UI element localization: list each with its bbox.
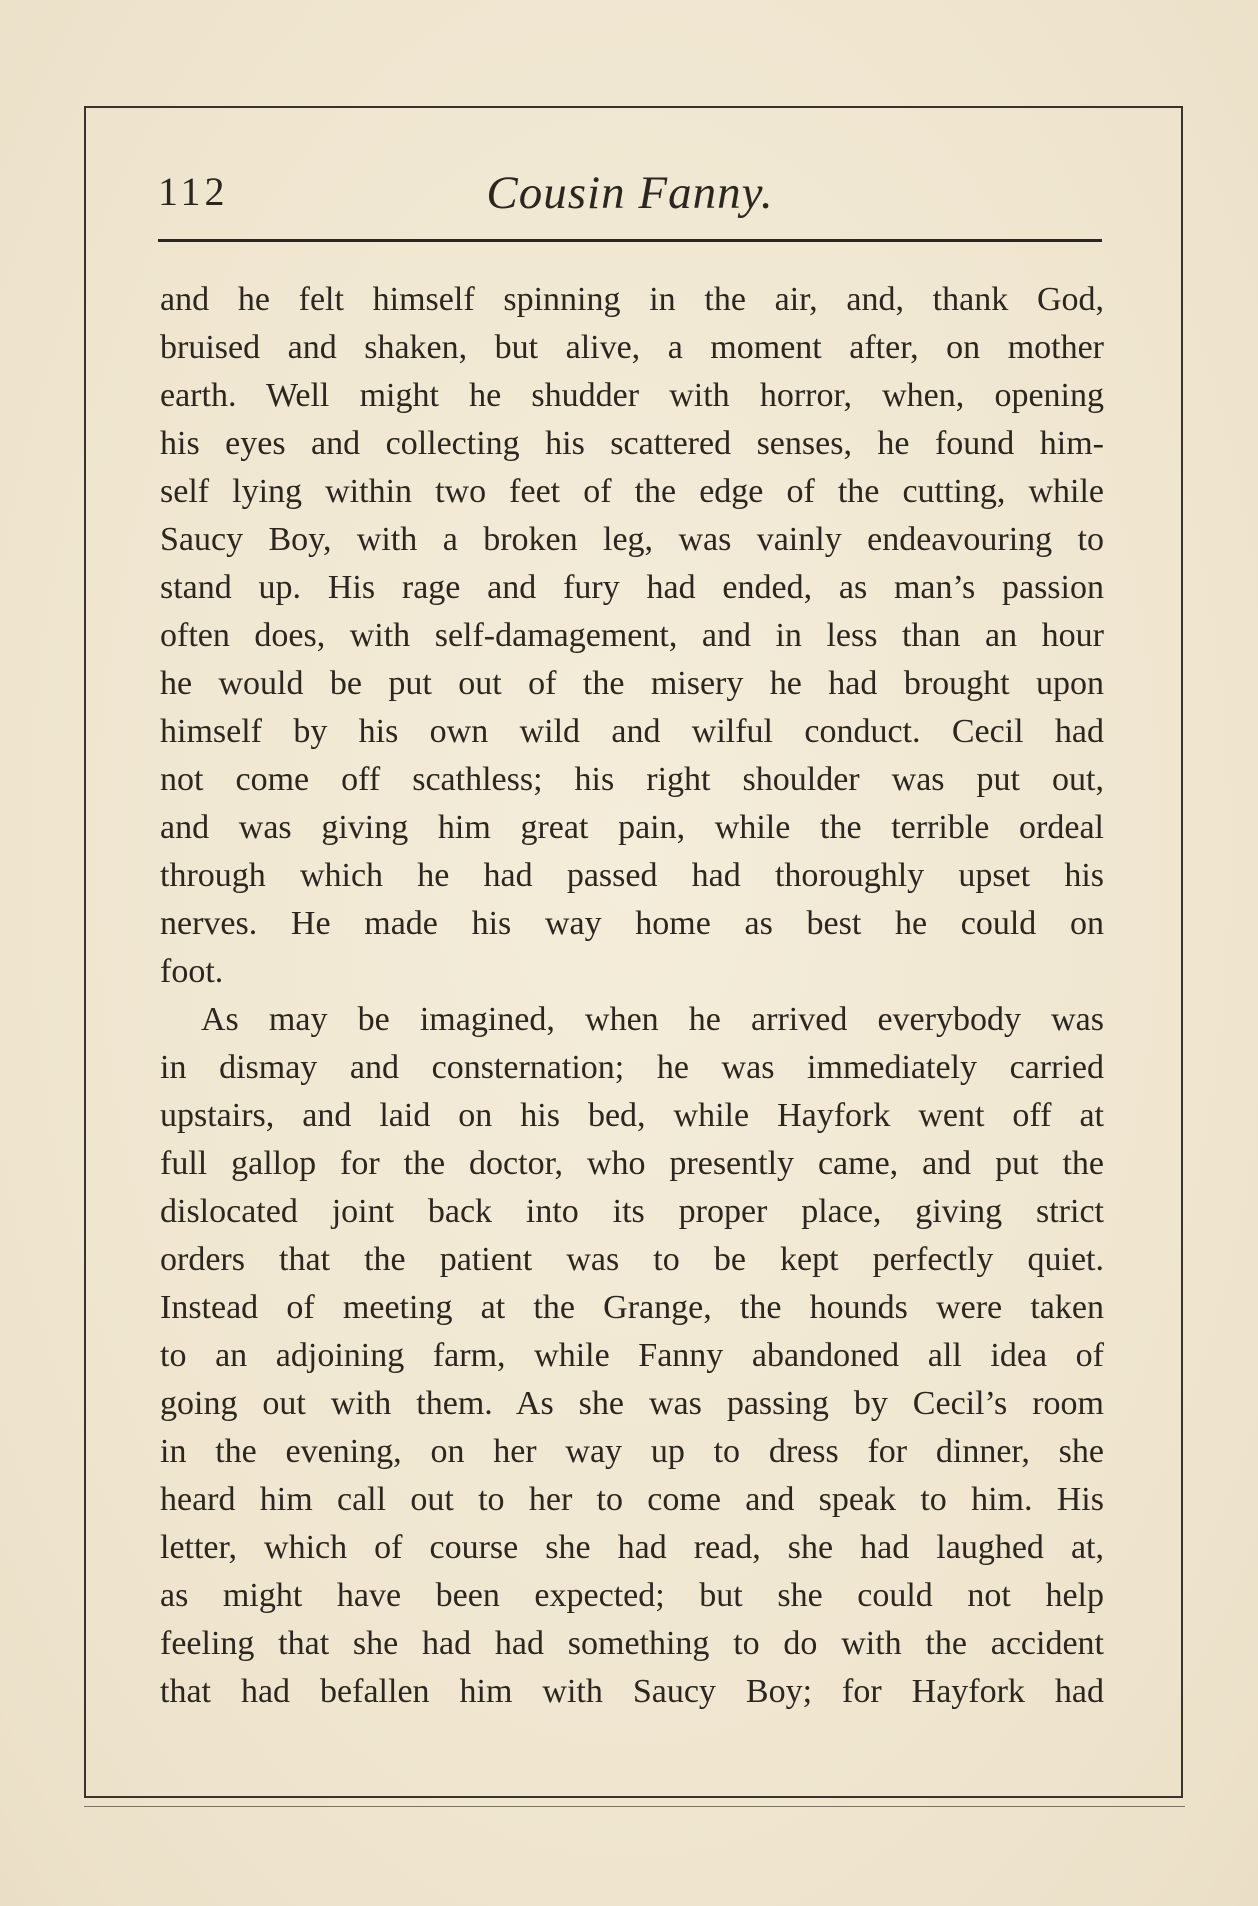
text-line: full gallop for the doctor, who presently came, and put the (160, 1145, 1104, 1182)
text-line: self lying within two feet of the edge of the cutting, while (160, 473, 1104, 510)
text-line: that had befallen him with Saucy Boy; for Hayfork had (160, 1673, 1104, 1710)
page-border-bottom-shadow (84, 1806, 1185, 1807)
page-header (158, 158, 1102, 228)
running-title: Cousin Fanny. (486, 167, 774, 219)
text-line: through which he had passed had thoroughly upset his (160, 857, 1104, 894)
text-line-paragraph-end: foot. (160, 953, 224, 990)
text-line: in the evening, on her way up to dress for dinner, she (160, 1433, 1104, 1470)
body-text (160, 276, 1104, 1716)
header-rule (158, 239, 1102, 242)
text-line: bruised and shaken, but alive, a moment after, on mother (160, 329, 1104, 366)
text-line: orders that the patient was to be kept perfectly quiet. (160, 1241, 1104, 1278)
text-line: and was giving him great pain, while the terrible ordeal (160, 809, 1104, 846)
page-number: 112 (158, 169, 229, 214)
text-line: in dismay and consternation; he was immediately carried (160, 1049, 1104, 1086)
text-line: himself by his own wild and wilful conduct. Cecil had (160, 713, 1104, 750)
text-line: Saucy Boy, with a broken leg, was vainly endeavouring to (160, 521, 1104, 558)
text-line: Instead of meeting at the Grange, the hounds were taken (160, 1289, 1104, 1326)
text-line: his eyes and collecting his scattered senses, he found him- (160, 425, 1104, 462)
text-line: not come off scathless; his right shoulder was put out, (160, 761, 1104, 798)
text-line: as might have been expected; but she could not help (160, 1577, 1104, 1614)
text-line: dislocated joint back into its proper place, giving strict (160, 1193, 1104, 1230)
text-line: he would be put out of the misery he had brought upon (160, 665, 1104, 702)
text-line: going out with them. As she was passing by Cecil’s room (160, 1385, 1104, 1422)
text-line: letter, which of course she had read, she had laughed at, (160, 1529, 1104, 1566)
text-line: upstairs, and laid on his bed, while Hayfork went off at (160, 1097, 1104, 1134)
text-line: stand up. His rage and fury had ended, as man’s passion (160, 569, 1104, 606)
text-line: to an adjoining farm, while Fanny abandoned all idea of (160, 1337, 1104, 1374)
text-line-paragraph-start: As may be imagined, when he arrived everybody was (201, 1001, 1104, 1038)
text-line: and he felt himself spinning in the air, and, thank God, (160, 281, 1104, 318)
text-line: earth. Well might he shudder with horror, when, opening (160, 377, 1104, 414)
text-line: nerves. He made his way home as best he could on (160, 905, 1104, 942)
text-line: feeling that she had had something to do with the accident (160, 1625, 1104, 1662)
text-line: often does, with self-damagement, and in less than an hour (160, 617, 1104, 654)
text-line: heard him call out to her to come and speak to him. His (160, 1481, 1104, 1518)
